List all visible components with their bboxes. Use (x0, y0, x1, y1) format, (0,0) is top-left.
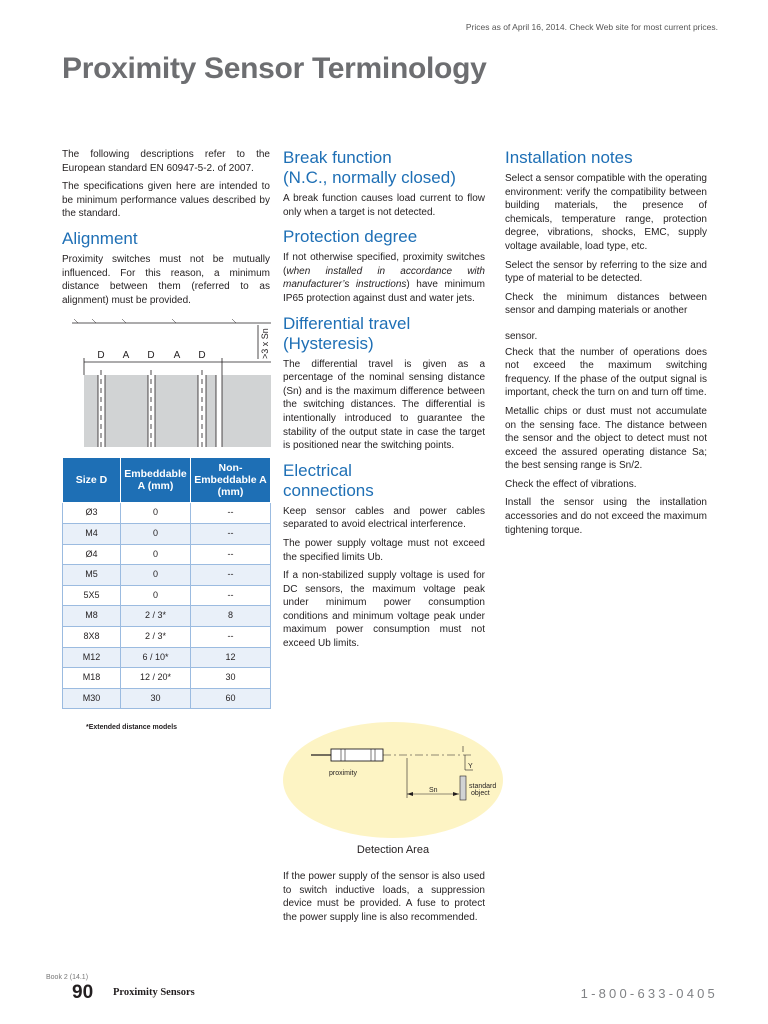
table-cell: 12 / 20* (121, 668, 191, 689)
differential-heading-line-2: (Hysteresis) (283, 333, 374, 353)
table-cell: M5 (63, 565, 121, 586)
table-cell: 0 (121, 523, 191, 544)
price-notice: Prices as of April 16, 2014. Check Web site for most current prices. (465, 22, 718, 32)
electrical-text-1: Keep sensor cables and power cables separated to avoid electrical interference. (283, 505, 485, 531)
table-cell: -- (191, 585, 271, 606)
table-cell: -- (191, 544, 271, 565)
table-cell: 0 (121, 585, 191, 606)
protection-text-emphasis: when installed in accordance with manufacturer’s instructions (283, 265, 485, 291)
alignment-diagram (62, 315, 271, 447)
table-cell: 8X8 (63, 626, 121, 647)
label-sn: Sn (429, 787, 438, 794)
electrical-heading-line-1: Electrical (283, 460, 352, 480)
break-function-text: A break function causes load current to flow only when a target is not detected. (283, 193, 485, 218)
install-note-6: Check the effect of vibrations. (505, 478, 637, 490)
protection-text-part-1: If not otherwise specified, proximity switches ( (283, 252, 485, 277)
label-object: object (471, 790, 490, 797)
diagram-label-d3: D (198, 350, 206, 362)
table-cell: 8 (191, 606, 271, 627)
table-row (63, 585, 271, 606)
page-number: 90 (72, 982, 94, 1003)
table-cell: 2 / 3* (121, 626, 191, 647)
alignment-heading: Alignment (62, 228, 138, 248)
install-note-7: Install the sensor using the installation accessories and do not exceed the maximum tightening torque. (505, 497, 707, 536)
install-note-3: Check the minimum distances between sensor and damping materials or another (505, 291, 707, 317)
table-row (63, 626, 271, 647)
table-cell: 5X5 (63, 585, 121, 606)
column-3 (505, 148, 707, 542)
installation-notes-heading: Installation notes (505, 148, 633, 167)
table-cell: -- (191, 565, 271, 586)
table-row (63, 606, 271, 627)
install-note-5: Metallic chips or dust must not accumulate on the sensing face. The distance between the sensor and the object to detect must not exceed the assured operating distance Sa; the best sensing range is Sn/2. (505, 405, 707, 472)
table-cell: M18 (63, 668, 121, 689)
detection-area-diagram (283, 718, 503, 863)
table-header-embeddable: Embeddable A (mm) (121, 458, 191, 503)
table-cell: 30 (191, 668, 271, 689)
table-header-size: Size D (63, 458, 121, 503)
electrical-heading-line-2: connections (283, 480, 374, 500)
electrical-connections-heading (283, 461, 485, 501)
table-cell: M30 (63, 688, 121, 709)
section-name: Proximity Sensors (113, 987, 195, 998)
table-cell: 30 (121, 688, 191, 709)
protection-text-part-2: ) have minimum IP65 protection against dust and water jets. (283, 279, 485, 304)
table-header-non-embeddable: Non-Embeddable A (mm) (191, 458, 271, 503)
intro-paragraph-1: The following descriptions refer to the European standard EN 60947-5-2. of 2007. (62, 149, 270, 174)
alignment-text: Proximity switches must not be mutually influenced. For this reason, a minimum distance between them (referred to as alignment) must be provided. (62, 253, 270, 306)
alignment-table (62, 457, 271, 709)
differential-heading-line-1: Differential travel (283, 313, 411, 333)
table-cell: 6 / 10* (121, 647, 191, 668)
table-row (63, 647, 271, 668)
label-standard: standard (469, 783, 497, 790)
install-note-2: Select the sensor by referring to the size and type of material to be detected. (505, 259, 707, 285)
diagram-label-a2: A (173, 350, 181, 362)
column-2 (283, 148, 485, 656)
page-title: Proximity Sensor Terminology (62, 52, 487, 85)
table-cell: 0 (121, 565, 191, 586)
table-cell: Ø4 (63, 544, 121, 565)
break-function-heading (283, 148, 485, 188)
differential-travel-heading (283, 314, 485, 354)
book-reference: Book 2 (14.1) (46, 974, 89, 981)
table-cell: M12 (63, 647, 121, 668)
diagram-label-d1: D (97, 350, 105, 362)
table-cell: M4 (63, 523, 121, 544)
table-cell: -- (191, 503, 271, 524)
diagram-label-a1: A (122, 350, 130, 362)
electrical-text-3: If a non-stabilized supply voltage is used for DC sensors, the maximum voltage peak under minimum power consumption conditions and minimum voltage peak under maximum power consumption must not exceed Ub limits. (283, 570, 485, 650)
protection-degree-heading: Protection degree (283, 227, 418, 247)
detection-text: If the power supply of the sensor is also used to switch inductive loads, a suppression device must be provided. A fuse to protect the power supply line is also recommended. (283, 871, 485, 923)
table-cell: -- (191, 626, 271, 647)
install-note-1: Select a sensor compatible with the operating environment: verify the compatibility between building materials, the presence of chemicals, temperature range, protection degree, vibrations, shocks, EMC, supply voltage available, load type, etc. (505, 173, 707, 252)
table-cell: -- (191, 523, 271, 544)
detection-area-caption: Detection Area (356, 844, 430, 856)
install-note-3-end: sensor. (505, 330, 538, 342)
protection-degree-text (283, 251, 485, 305)
table-row (63, 503, 271, 524)
diagram-label-d2: D (147, 350, 155, 362)
electrical-text-2: The power supply voltage must not exceed the specified limits Ub. (283, 537, 485, 563)
table-cell: 2 / 3* (121, 606, 191, 627)
table-cell: 0 (121, 544, 191, 565)
intro-paragraph-2: The specifications given here are intended to be minimum performance values described by the standard. (62, 181, 270, 220)
table-row (63, 688, 271, 709)
table-row (63, 523, 271, 544)
table-cell: Ø3 (63, 503, 121, 524)
label-y: Y (468, 763, 473, 770)
table-cell: 60 (191, 688, 271, 709)
table-row (63, 668, 271, 689)
table-row (63, 544, 271, 565)
table-footnote: *Extended distance models (86, 724, 178, 732)
column-1 (62, 148, 270, 735)
table-cell: 0 (121, 503, 191, 524)
table-cell: M8 (63, 606, 121, 627)
label-proximity: proximity (329, 770, 358, 777)
install-note-4: Check that the number of operations does not exceed the maximum switching frequency. If the phase of the output signal is important, check the turn on and turn off time. (505, 346, 707, 399)
diagram-label-3sn: >3 x Sn (260, 328, 270, 360)
table-row (63, 565, 271, 586)
break-heading-line-2: (N.C., normally closed) (283, 168, 456, 187)
break-heading-line-1: Break function (283, 148, 392, 167)
phone-number: 1-800-633-0405 (580, 986, 718, 1001)
table-cell: 12 (191, 647, 271, 668)
differential-travel-text: The differential travel is given as a percentage of the nominal sensing distance (Sn) and is the maximum difference between the switching distances. The differential is intentionally introduced to guarantee the stability of the output state in case the target is positioned near the switching points. (283, 358, 485, 452)
